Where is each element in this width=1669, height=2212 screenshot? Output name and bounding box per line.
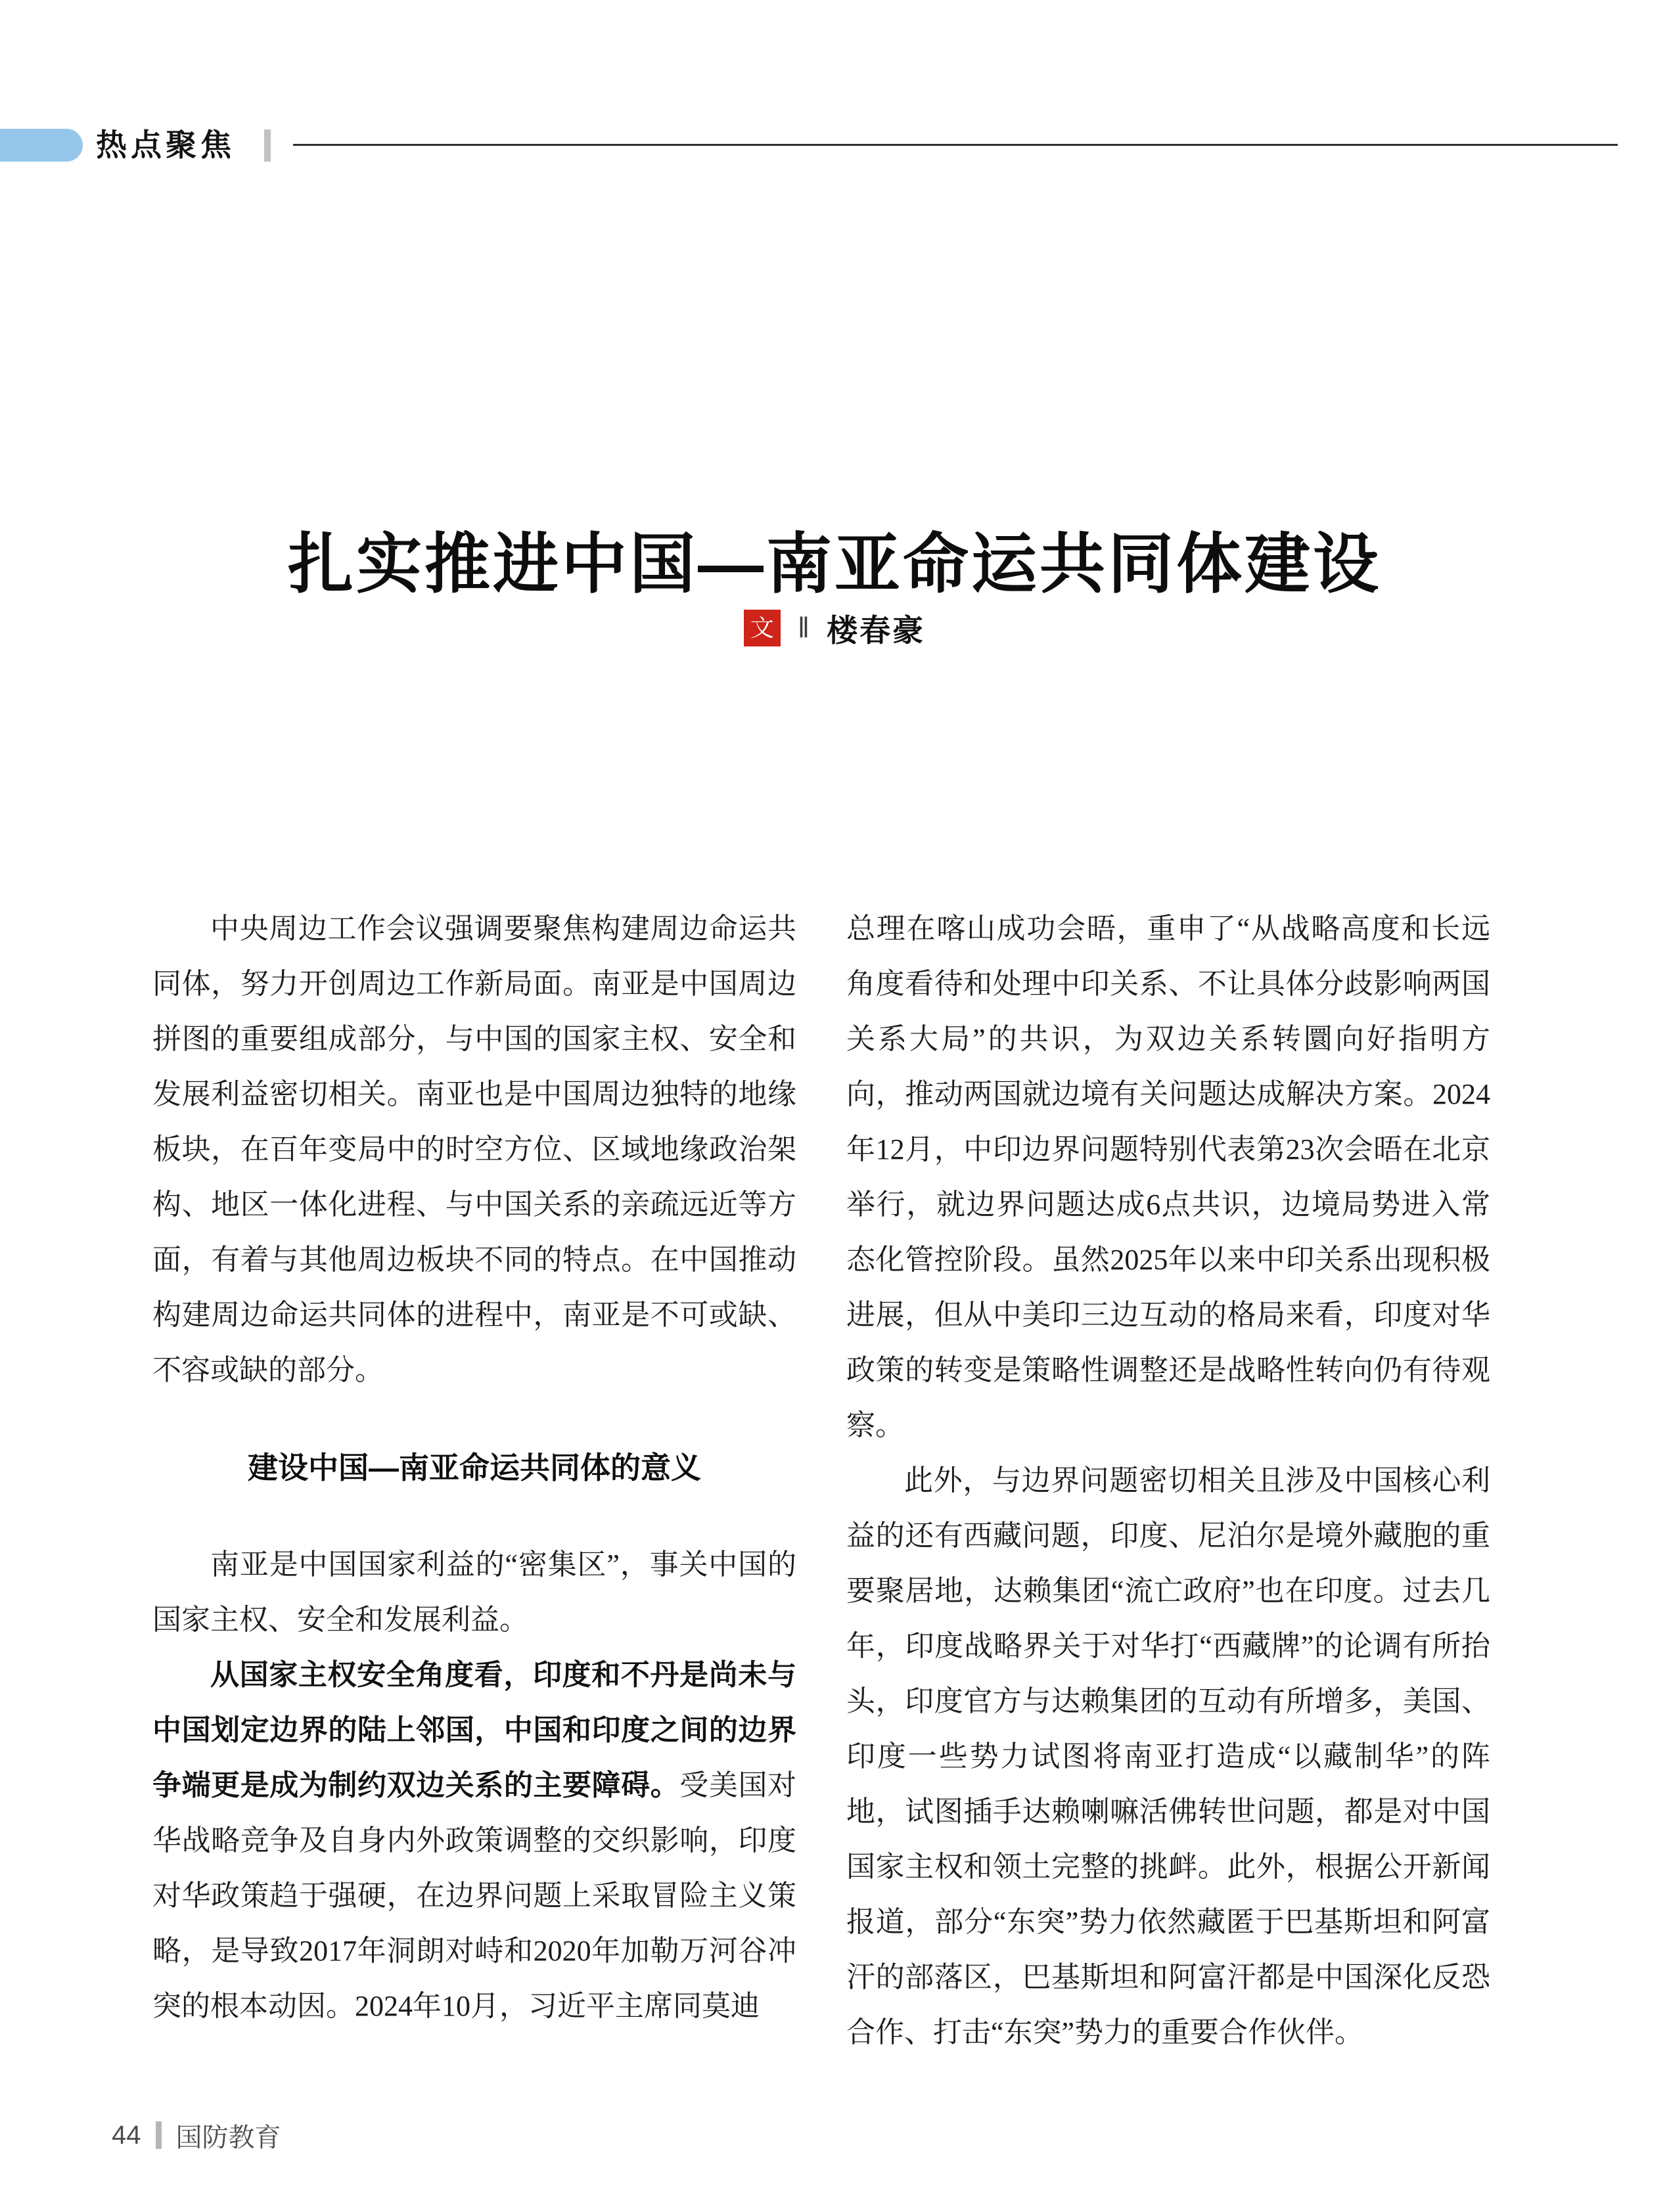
- body-paragraph-3: [152, 1648, 796, 2034]
- page-footer: [112, 2118, 281, 2152]
- left-column: [152, 901, 796, 2034]
- section-heading: 建设中国—南亚命运共同体的意义: [248, 1451, 701, 1485]
- footer-divider: [156, 2121, 162, 2149]
- body-paragraph-2: 南亚是中国国家利益的“密集区”，事关中国的国家主权、安全和发展利益。: [152, 1548, 796, 1636]
- paragraph-3-bold-lead: 从国家主权安全角度看，印度和不丹是尚未与中国划定边界的陆上邻国，中国和印度之间的边界争端更是成为制约双边关系的主要障碍。: [152, 1659, 796, 1801]
- footer-journal-name: 国防教育: [175, 2123, 281, 2152]
- right-column: [846, 901, 1490, 2060]
- header-rule: [293, 144, 1618, 146]
- body-paragraph-1: 中央周边工作会议强调要聚焦构建周边命运共同体，努力开创周边工作新局面。南亚是中国周边拼图的重要组成部分，与中国的国家主权、安全和发展利益密切相关。南亚也是中国周边独特的地缘板块，在百年变局中的时空方位、区域地缘政治架构、地区一体化进程、与中国关系的亲疏远近等方面，有着与其他周边板块不同的特点。在中国推动构建周边命运共同体的进程中，南亚是不可或缺、不容或缺的部分。: [152, 913, 796, 1386]
- byline-label: 文: [750, 615, 774, 641]
- byline: [0, 607, 1669, 649]
- byline-separator: ‖: [797, 612, 810, 644]
- kicker-pill: [0, 129, 83, 162]
- body-paragraph-4: 此外，与边界问题密切相关且涉及中国核心利益的还有西藏问题，印度、尼泊尔是境外藏胞的重要聚居地，达赖集团“流亡政府”也在印度。过去几年，印度战略界关于对华打“西藏牌”的论调有所抬头，印度官方与达赖集团的互动有所增多，美国、印度一些势力试图将南亚打造成“以藏制华”的阵地，试图插手达赖喇嘛活佛转世问题，都是对中国国家主权和领土完整的挑衅。此外，根据公开新闻报道，部分“东突”势力依然藏匿于巴基斯坦和阿富汗的部落区，巴基斯坦和阿富汗都是中国深化反恐合作、打击“东突”势力的重要合作伙伴。: [846, 1464, 1490, 2048]
- byline-label-box: [744, 610, 781, 646]
- kicker-label: 热点聚焦: [96, 127, 235, 162]
- paragraph-3-rest: 受美国对华战略竞争及自身内外政策调整的交织影响，印度对华政策趋于强硬，在边界问题上采取冒险主义策略，是导致2017年洞朗对峙和2020年加勒万河谷冲突的根本动因。2024年10月，习近平主席同莫迪: [152, 1769, 797, 2022]
- article-title: 扎实推进中国—南亚命运共同体建设: [288, 528, 1381, 601]
- kicker-divider: [264, 129, 271, 162]
- body-paragraph-3-continuation: 总理在喀山成功会晤，重申了“从战略高度和长远角度看待和处理中印关系、不让具体分歧影响两国关系大局”的共识，为双边关系转圜向好指明方向，推动两国就边境有关问题达成解决方案。2024年12月，中印边界问题特别代表第23次会晤在北京举行，就边界问题达成6点共识，边境局势进入常态化管控阶段。虽然2025年以来中印关系出现积极进展，但从中美印三边互动的格局来看，印度对华政策的转变是策略性调整还是战略性转向仍有待观察。: [846, 913, 1490, 1441]
- footer-page-number: 44: [112, 2120, 141, 2150]
- author-name: 楼春豪: [827, 612, 926, 648]
